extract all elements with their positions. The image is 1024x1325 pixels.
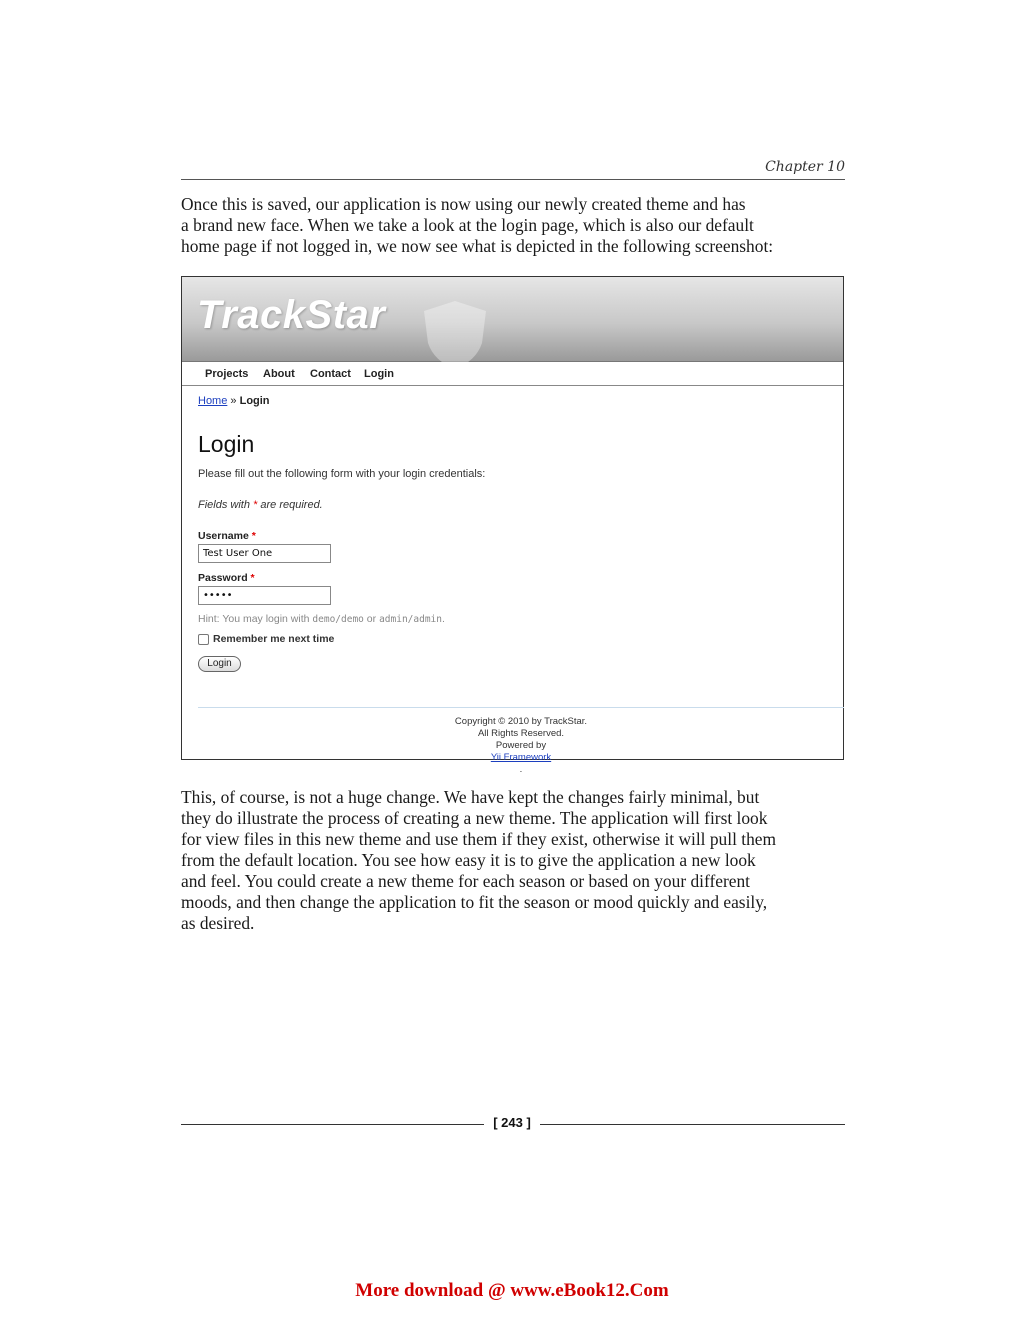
password-label	[198, 572, 255, 584]
shield-icon	[420, 299, 490, 371]
login-button[interactable]: Login	[198, 656, 241, 672]
paragraph-line: This, of course, is not a huge change. We have kept the changes fairly minimal, but	[181, 787, 760, 807]
page-title: Login	[198, 431, 255, 457]
paragraph-line: Once this is saved, our application is now using our newly created theme and has	[181, 194, 746, 214]
intro-paragraph	[181, 194, 845, 257]
paragraph-line: they do illustrate the process of creating a new theme. The application will first look	[181, 808, 768, 828]
chapter-header	[181, 158, 845, 180]
breadcrumb-current: Login	[239, 395, 270, 407]
page-number: [ 243 ]	[493, 1115, 531, 1130]
paragraph-line: from the default location. You see how easy it is to give the application a new look	[181, 850, 756, 870]
footer-powered	[198, 740, 844, 776]
login-hint	[198, 613, 445, 625]
footer-rights: All Rights Reserved.	[477, 728, 565, 739]
username-input[interactable]: Test User One	[198, 544, 331, 563]
nav-item-about[interactable]: About	[263, 368, 295, 380]
site-logo: TrackStar	[197, 293, 386, 337]
remember-me-label: Remember me next time	[213, 633, 335, 645]
footer-rule-left	[181, 1124, 484, 1125]
hint-code-admin: admin/admin	[379, 614, 442, 625]
paragraph-line: and feel. You could create a new theme for each season or based on your different	[181, 871, 751, 891]
yii-framework-link[interactable]: Yii Framework	[490, 752, 552, 763]
breadcrumb	[198, 395, 270, 407]
login-page-screenshot	[181, 276, 844, 775]
breadcrumb-separator: »	[230, 395, 237, 407]
footer-rule-right	[540, 1124, 845, 1125]
required-note	[198, 499, 323, 511]
password-input[interactable]: •••••	[198, 586, 331, 605]
site-header	[182, 277, 843, 362]
paragraph-line: a brand new face. When we take a look at the login page, which is also our default	[181, 215, 754, 235]
username-label	[198, 530, 256, 542]
remember-me-row[interactable]	[198, 633, 334, 645]
body-paragraph	[181, 787, 845, 934]
required-note-suffix: are required.	[257, 499, 323, 511]
main-nav	[182, 362, 843, 386]
nav-item-login[interactable]: Login	[364, 368, 394, 380]
hint-suffix: .	[441, 613, 445, 625]
form-intro: Please fill out the following form with your login credentials:	[198, 468, 486, 480]
required-star: *	[253, 499, 258, 511]
paragraph-line: for view files in this new theme and use them if they exist, otherwise it will pull them	[181, 829, 777, 849]
footer-divider	[198, 707, 844, 708]
paragraph-line: home page if not logged in, we now see what is depicted in the following screenshot:	[181, 236, 774, 256]
footer-copyright: Copyright © 2010 by TrackStar.	[454, 716, 588, 727]
username-label-text: Username	[198, 530, 249, 542]
hint-prefix: Hint: You may login with	[198, 613, 313, 625]
download-watermark: More download @ www.eBook12.Com	[355, 1280, 669, 1301]
password-label-text: Password	[198, 572, 248, 584]
hint-middle: or	[363, 613, 380, 625]
remember-me-checkbox[interactable]	[198, 634, 209, 645]
hint-code-demo: demo/demo	[312, 614, 364, 625]
required-star: *	[251, 530, 256, 542]
required-star: *	[250, 572, 255, 584]
nav-item-projects[interactable]: Projects	[205, 368, 249, 380]
nav-item-contact[interactable]: Contact	[310, 368, 351, 380]
paragraph-line: as desired.	[181, 913, 255, 933]
breadcrumb-home-link[interactable]: Home	[198, 395, 228, 407]
footer-powered-prefix: Powered by	[495, 740, 547, 751]
footer-powered-suffix: .	[519, 764, 523, 775]
chapter-label: Chapter 10	[765, 159, 845, 175]
required-note-prefix: Fields with	[198, 499, 254, 511]
site-footer	[198, 716, 844, 776]
paragraph-line: moods, and then change the application to fit the season or mood quickly and easily,	[181, 892, 768, 912]
